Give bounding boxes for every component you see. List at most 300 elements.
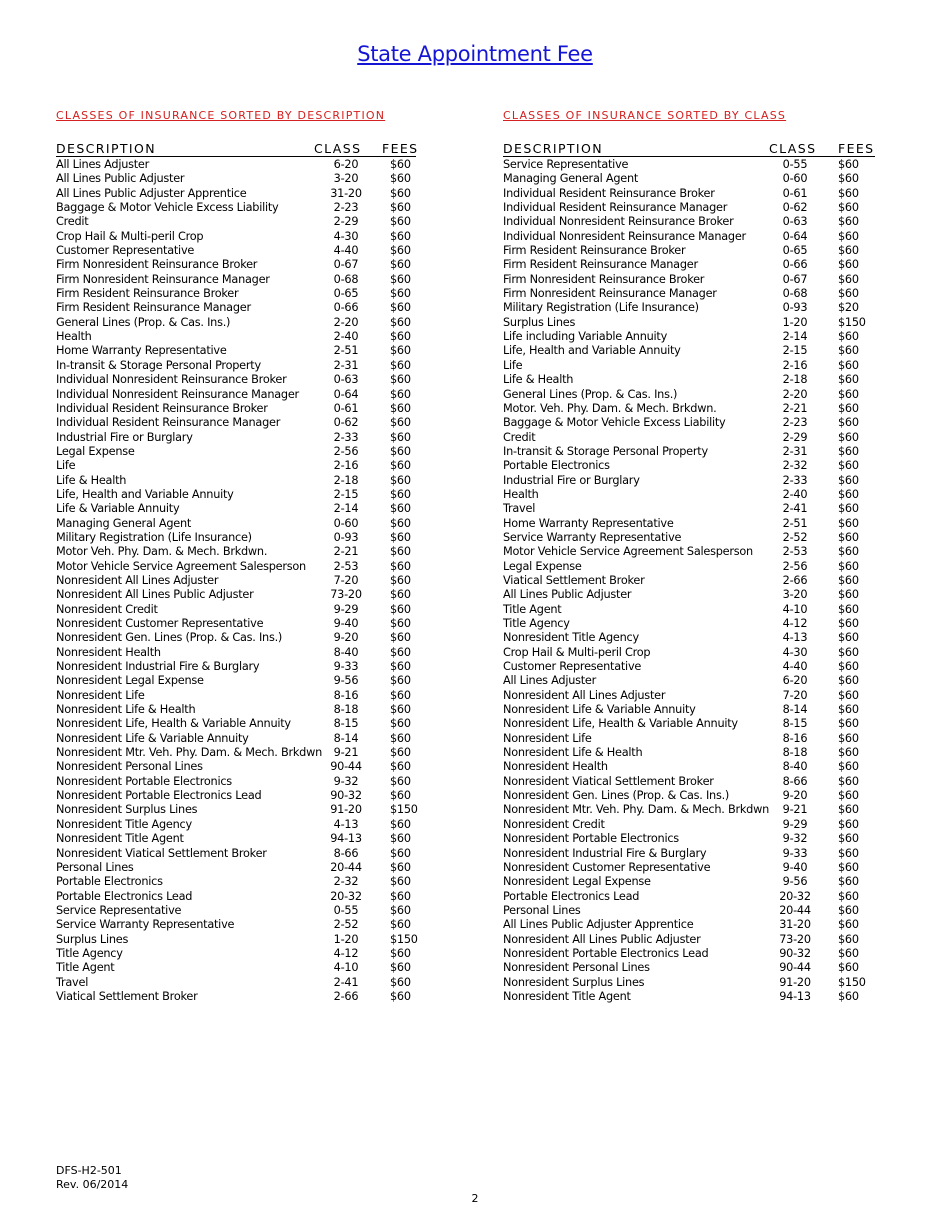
table-row	[56, 990, 416, 1004]
row-fee: $60	[838, 344, 859, 358]
table-row	[503, 187, 875, 201]
row-description: Title Agency	[56, 946, 123, 960]
table-row	[56, 244, 416, 258]
row-description: Title Agent	[503, 602, 562, 616]
table-row	[56, 689, 416, 703]
row-description: Life & Variable Annuity	[56, 502, 180, 516]
table-row	[56, 961, 416, 975]
row-fee: $60	[390, 674, 411, 688]
row-fee: $60	[390, 358, 411, 372]
row-class: 0-61	[782, 186, 808, 200]
table-row	[503, 875, 875, 889]
row-fee: $60	[390, 975, 411, 989]
row-description: Life & Health	[503, 373, 574, 387]
row-description: Nonresident Portable Electronics	[56, 774, 232, 788]
table-row	[503, 890, 875, 904]
row-class: 2-18	[333, 473, 359, 487]
row-class: 4-10	[333, 961, 359, 975]
row-class: 2-53	[782, 545, 808, 559]
table-body	[56, 158, 416, 1004]
table-row	[503, 215, 875, 229]
row-class: 9-32	[333, 774, 359, 788]
table-row	[503, 416, 875, 430]
row-description: Military Registration (Life Insurance)	[56, 530, 252, 544]
table-row	[503, 603, 875, 617]
row-class: 0-63	[782, 215, 808, 229]
row-fee: $60	[390, 961, 411, 975]
table-row	[503, 933, 875, 947]
row-fee: $150	[838, 975, 866, 989]
table-row	[503, 588, 875, 602]
row-description: Nonresident Personal Lines	[503, 961, 650, 975]
row-fee: $60	[390, 387, 411, 401]
row-class: 2-20	[333, 315, 359, 329]
row-description: Individual Nonresident Reinsurance Manager	[503, 229, 746, 243]
row-fee: $60	[838, 717, 859, 731]
row-description: Travel	[56, 975, 89, 989]
table-row	[56, 933, 416, 947]
table-row	[503, 904, 875, 918]
row-fee: $60	[390, 717, 411, 731]
row-fee: $60	[838, 875, 859, 889]
row-description: Motor Vehicle Service Agreement Salesperson	[56, 559, 306, 573]
row-class: 8-14	[782, 703, 808, 717]
row-description: Nonresident Portable Electronics	[503, 832, 679, 846]
row-fee: $60	[838, 703, 859, 717]
table-row	[503, 330, 875, 344]
table-row	[56, 201, 416, 215]
table-row	[503, 431, 875, 445]
row-fee: $60	[390, 344, 411, 358]
table-header	[503, 142, 875, 157]
table-row	[56, 746, 416, 760]
row-class: 2-32	[782, 459, 808, 473]
row-fee: $60	[390, 258, 411, 272]
table-row	[503, 789, 875, 803]
row-class: 0-93	[333, 530, 359, 544]
table-row	[503, 660, 875, 674]
row-description: Motor. Veh. Phy. Dam. & Mech. Brkdwn.	[503, 401, 717, 415]
table-row	[503, 732, 875, 746]
row-class: 0-55	[782, 158, 808, 171]
row-description: In-transit & Storage Personal Property	[56, 358, 261, 372]
row-description: Home Warranty Representative	[56, 344, 227, 358]
row-description: Personal Lines	[56, 860, 134, 874]
row-class: 9-33	[782, 846, 808, 860]
row-description: All Lines Public Adjuster Apprentice	[503, 918, 694, 932]
page-number: 2	[471, 1192, 479, 1205]
row-description: Nonresident Portable Electronics Lead	[503, 946, 709, 960]
row-class: 31-20	[779, 918, 811, 932]
table-row	[56, 789, 416, 803]
table-row	[56, 517, 416, 531]
row-fee: $60	[838, 430, 859, 444]
row-fee: $60	[838, 158, 859, 171]
row-fee: $60	[390, 774, 411, 788]
row-class: 4-40	[333, 244, 359, 258]
row-description: Individual Resident Reinsurance Broker	[56, 401, 268, 415]
row-fee: $60	[838, 487, 859, 501]
table-row	[56, 646, 416, 660]
table-row	[56, 803, 416, 817]
table-row	[56, 330, 416, 344]
table-row	[503, 402, 875, 416]
column-header-class: CLASS	[314, 141, 362, 156]
table-row	[503, 961, 875, 975]
table-row	[56, 502, 416, 516]
row-description: Service Warranty Representative	[503, 530, 682, 544]
table-row	[56, 416, 416, 430]
row-fee: $60	[838, 330, 859, 344]
row-class: 2-51	[782, 516, 808, 530]
row-class: 2-53	[333, 559, 359, 573]
row-description: Firm Resident Reinsurance Manager	[503, 258, 698, 272]
table-row	[56, 847, 416, 861]
row-description: Nonresident Life	[56, 688, 145, 702]
table-row	[56, 531, 416, 545]
table-row	[56, 215, 416, 229]
row-fee: $60	[390, 588, 411, 602]
row-class: 4-10	[782, 602, 808, 616]
row-class: 9-21	[333, 746, 359, 760]
row-description: Surplus Lines	[56, 932, 129, 946]
row-class: 2-23	[782, 416, 808, 430]
row-fee: $60	[838, 688, 859, 702]
row-class: 9-29	[333, 602, 359, 616]
table-row	[503, 474, 875, 488]
row-class: 4-12	[333, 946, 359, 960]
row-class: 20-32	[330, 889, 362, 903]
row-class: 31-20	[330, 186, 362, 200]
row-fee: $60	[390, 401, 411, 415]
row-class: 8-16	[782, 731, 808, 745]
row-fee: $60	[838, 473, 859, 487]
row-fee: $60	[390, 416, 411, 430]
row-class: 4-13	[782, 631, 808, 645]
row-description: Service Representative	[503, 158, 629, 171]
row-class: 0-55	[333, 903, 359, 917]
table-row	[503, 646, 875, 660]
row-description: Service Representative	[56, 903, 182, 917]
row-fee: $150	[390, 932, 418, 946]
row-fee: $60	[838, 272, 859, 286]
table-row	[503, 359, 875, 373]
row-class: 8-18	[333, 703, 359, 717]
row-fee: $60	[838, 258, 859, 272]
table-row	[56, 172, 416, 186]
table-row	[503, 861, 875, 875]
table-row	[503, 488, 875, 502]
row-description: Nonresident Title Agent	[56, 832, 184, 846]
table-sorted-by-description	[56, 141, 419, 1004]
row-fee: $60	[390, 186, 411, 200]
row-fee: $60	[838, 731, 859, 745]
row-description: Firm Resident Reinsurance Manager	[56, 301, 251, 315]
table-row	[56, 474, 416, 488]
row-class: 8-40	[333, 645, 359, 659]
row-class: 0-65	[782, 244, 808, 258]
row-fee: $60	[838, 946, 859, 960]
table-row	[56, 818, 416, 832]
table-row	[56, 287, 416, 301]
table-row	[503, 560, 875, 574]
row-description: Customer Representative	[503, 660, 642, 674]
row-fee: $60	[390, 444, 411, 458]
row-class: 8-15	[782, 717, 808, 731]
row-description: Life	[503, 358, 523, 372]
row-description: Military Registration (Life Insurance)	[503, 301, 699, 315]
table-row	[56, 617, 416, 631]
table-row	[56, 158, 416, 172]
row-fee: $60	[390, 760, 411, 774]
row-fee: $60	[838, 846, 859, 860]
table-header	[56, 141, 419, 157]
form-footer	[56, 1164, 128, 1192]
row-fee: $60	[838, 545, 859, 559]
row-class: 6-20	[333, 158, 359, 171]
row-fee: $60	[390, 301, 411, 315]
row-class: 4-12	[782, 617, 808, 630]
row-description: Baggage & Motor Vehicle Excess Liability	[56, 201, 279, 215]
table-row	[503, 674, 875, 688]
table-row	[56, 545, 416, 559]
row-class: 4-30	[333, 229, 359, 243]
row-description: Nonresident Industrial Fire & Burglary	[56, 660, 260, 674]
row-fee: $60	[390, 573, 411, 587]
row-fee: $60	[390, 215, 411, 229]
row-class: 8-15	[333, 717, 359, 731]
page-title[interactable]: State Appointment Fee	[357, 42, 593, 66]
row-fee: $60	[390, 746, 411, 760]
table-row	[56, 976, 416, 990]
row-class: 8-66	[782, 774, 808, 788]
row-class: 2-20	[782, 387, 808, 401]
row-fee: $150	[390, 803, 418, 817]
row-fee: $60	[390, 373, 411, 387]
row-description: All Lines Public Adjuster	[56, 172, 185, 186]
row-class: 7-20	[333, 573, 359, 587]
table-row	[503, 258, 875, 272]
row-description: All Lines Public Adjuster	[503, 588, 632, 602]
row-description: Nonresident Viatical Settlement Broker	[503, 774, 714, 788]
row-description: Nonresident All Lines Adjuster	[56, 573, 219, 587]
column-header-fees: FEES	[382, 141, 419, 156]
table-row	[56, 402, 416, 416]
row-fee: $60	[838, 444, 859, 458]
row-fee: $60	[390, 201, 411, 215]
row-fee: $60	[390, 875, 411, 889]
table-row	[503, 847, 875, 861]
row-description: Nonresident All Lines Public Adjuster	[56, 588, 254, 602]
row-description: Nonresident Mtr. Veh. Phy. Dam. & Mech. Brkdwn	[56, 746, 322, 760]
table-row	[56, 890, 416, 904]
row-description: Life & Health	[56, 473, 127, 487]
row-class: 2-23	[333, 201, 359, 215]
row-class: 20-44	[330, 860, 362, 874]
table-row	[56, 373, 416, 387]
row-description: Baggage & Motor Vehicle Excess Liability	[503, 416, 726, 430]
row-description: Life	[56, 459, 76, 473]
row-class: 4-40	[782, 660, 808, 674]
row-description: General Lines (Prop. & Cas. Ins.)	[56, 315, 231, 329]
row-fee: $60	[838, 387, 859, 401]
table-row	[503, 574, 875, 588]
row-description: Individual Nonresident Reinsurance Broker	[56, 373, 287, 387]
revision-date: Rev. 06/2014	[56, 1178, 129, 1191]
row-description: Viatical Settlement Broker	[56, 989, 198, 1003]
row-fee: $60	[838, 373, 859, 387]
row-fee: $60	[838, 588, 859, 602]
row-fee: $60	[390, 889, 411, 903]
row-description: Nonresident Legal Expense	[503, 875, 651, 889]
row-description: Motor Vehicle Service Agreement Salesperson	[503, 545, 753, 559]
row-class: 9-32	[782, 832, 808, 846]
row-fee: $60	[838, 774, 859, 788]
table-row	[503, 746, 875, 760]
row-description: Nonresident Surplus Lines	[56, 803, 198, 817]
row-class: 20-32	[779, 889, 811, 903]
row-description: Portable Electronics	[56, 875, 163, 889]
table-body	[503, 158, 875, 1004]
row-description: Customer Representative	[56, 244, 195, 258]
row-class: 2-15	[782, 344, 808, 358]
row-class: 2-15	[333, 487, 359, 501]
row-fee: $60	[390, 272, 411, 286]
row-class: 9-33	[333, 660, 359, 674]
table-row	[503, 172, 875, 186]
row-fee: $60	[838, 602, 859, 616]
row-fee: $60	[390, 918, 411, 932]
row-description: Nonresident Personal Lines	[56, 760, 203, 774]
table-row	[503, 775, 875, 789]
row-fee: $60	[838, 573, 859, 587]
column-header-description: DESCRIPTION	[56, 141, 157, 156]
row-description: Credit	[56, 215, 89, 229]
row-fee: $60	[390, 631, 411, 645]
row-class: 6-20	[782, 674, 808, 688]
row-class: 3-20	[333, 172, 359, 186]
row-fee: $60	[390, 459, 411, 473]
row-class: 7-20	[782, 688, 808, 702]
table-row	[56, 344, 416, 358]
row-fee: $60	[838, 459, 859, 473]
row-description: Viatical Settlement Broker	[503, 573, 645, 587]
row-description: General Lines (Prop. & Cas. Ins.)	[503, 387, 678, 401]
row-fee: $60	[838, 186, 859, 200]
row-class: 2-32	[333, 875, 359, 889]
row-class: 2-33	[333, 430, 359, 444]
row-class: 2-66	[333, 989, 359, 1003]
row-description: All Lines Public Adjuster Apprentice	[56, 186, 247, 200]
row-fee: $60	[390, 473, 411, 487]
row-description: Nonresident Viatical Settlement Broker	[56, 846, 267, 860]
row-description: Individual Nonresident Reinsurance Manager	[56, 387, 299, 401]
row-fee: $60	[838, 172, 859, 186]
row-fee: $60	[838, 918, 859, 932]
table-row	[503, 373, 875, 387]
form-number: DFS-H2-501	[56, 1164, 122, 1177]
table-row	[503, 617, 875, 631]
column-header-description: DESCRIPTION	[503, 141, 604, 156]
table-row	[503, 818, 875, 832]
row-class: 2-52	[782, 530, 808, 544]
row-fee: $60	[838, 746, 859, 760]
row-description: Firm Nonresident Reinsurance Broker	[56, 258, 258, 272]
row-description: Individual Nonresident Reinsurance Broker	[503, 215, 734, 229]
row-class: 94-13	[330, 832, 362, 846]
row-description: Title Agent	[56, 961, 115, 975]
row-description: Nonresident Gen. Lines (Prop. & Cas. Ins.)	[56, 631, 283, 645]
row-class: 2-51	[333, 344, 359, 358]
row-class: 9-20	[333, 631, 359, 645]
row-description: Individual Resident Reinsurance Manager	[56, 416, 281, 430]
row-class: 2-31	[782, 444, 808, 458]
row-fee: $60	[390, 545, 411, 559]
row-description: Life including Variable Annuity	[503, 330, 668, 344]
row-class: 2-66	[782, 573, 808, 587]
row-class: 0-64	[333, 387, 359, 401]
row-class: 0-93	[782, 301, 808, 315]
row-fee: $60	[390, 229, 411, 243]
row-class: 2-33	[782, 473, 808, 487]
row-description: Life, Health and Variable Annuity	[56, 487, 234, 501]
row-class: 2-41	[782, 502, 808, 516]
row-fee: $60	[838, 229, 859, 243]
row-description: Nonresident Customer Representative	[56, 617, 264, 630]
row-description: Health	[503, 487, 539, 501]
row-fee: $60	[838, 989, 859, 1003]
row-class: 0-63	[333, 373, 359, 387]
row-fee: $20	[838, 301, 859, 315]
row-fee: $60	[390, 660, 411, 674]
row-fee: $60	[838, 789, 859, 803]
row-description: Nonresident Legal Expense	[56, 674, 204, 688]
row-fee: $60	[838, 401, 859, 415]
row-fee: $60	[838, 817, 859, 831]
row-fee: $60	[838, 416, 859, 430]
row-class: 2-21	[782, 401, 808, 415]
row-fee: $60	[390, 330, 411, 344]
table-row	[503, 502, 875, 516]
row-description: Nonresident All Lines Adjuster	[503, 688, 666, 702]
table-row	[503, 803, 875, 817]
table-row	[56, 488, 416, 502]
table-row	[503, 316, 875, 330]
row-description: Nonresident Title Agency	[56, 817, 192, 831]
row-description: Portable Electronics	[503, 459, 610, 473]
row-class: 2-40	[333, 330, 359, 344]
table-row	[503, 230, 875, 244]
row-fee: $60	[838, 201, 859, 215]
row-description: Portable Electronics Lead	[503, 889, 640, 903]
row-description: Nonresident Life & Health	[56, 703, 196, 717]
table-row	[56, 187, 416, 201]
row-fee: $60	[838, 660, 859, 674]
table-row	[56, 918, 416, 932]
row-description: Firm Nonresident Reinsurance Broker	[503, 272, 705, 286]
row-description: Nonresident Gen. Lines (Prop. & Cas. Ins.)	[503, 789, 730, 803]
row-class: 2-41	[333, 975, 359, 989]
row-description: Firm Resident Reinsurance Broker	[56, 287, 239, 301]
row-class: 0-67	[782, 272, 808, 286]
row-class: 4-30	[782, 645, 808, 659]
row-description: Individual Resident Reinsurance Broker	[503, 186, 715, 200]
table-row	[503, 832, 875, 846]
row-fee: $60	[390, 731, 411, 745]
row-description: Nonresident Industrial Fire & Burglary	[503, 846, 707, 860]
row-class: 0-67	[333, 258, 359, 272]
column-header-fees: FEES	[838, 141, 875, 156]
